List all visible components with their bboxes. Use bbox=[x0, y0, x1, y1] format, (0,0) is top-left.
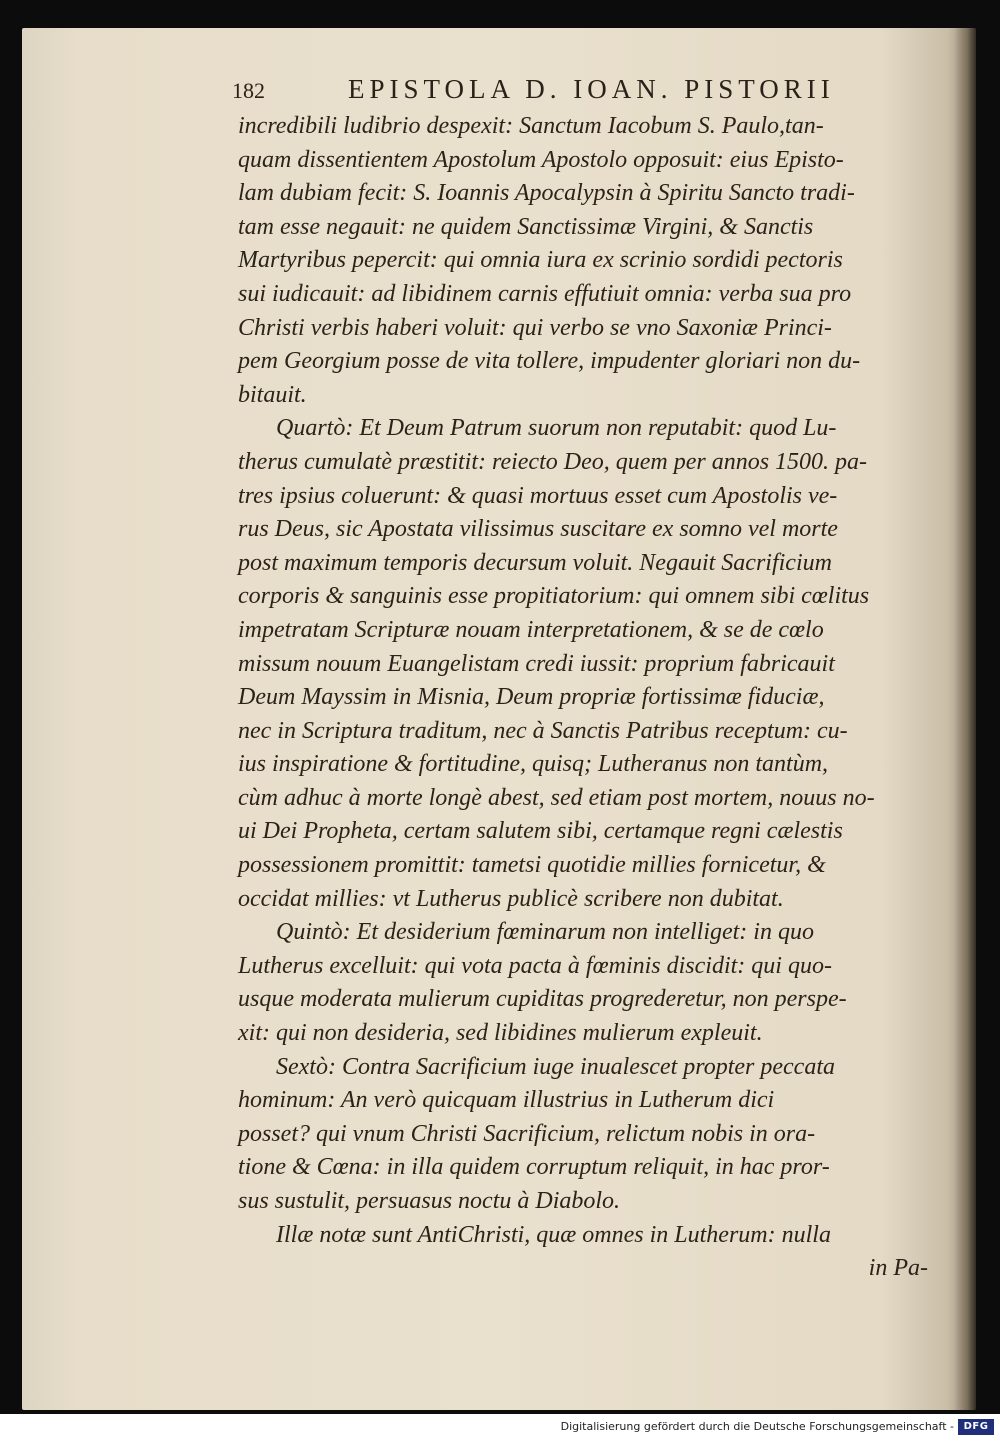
text-line: Deum Mayssim in Misnia, Deum propriæ fortissimæ fiduciæ, bbox=[238, 684, 825, 711]
text-line: tres ipsius coluerunt: & quasi mortuus esset cum Apostolis ve- bbox=[238, 482, 838, 509]
text-line: Quartò: Et Deum Patrum suorum non reputabit: quod Lu- bbox=[276, 415, 837, 442]
text-line: xit: qui non desideria, sed libidines mulierum expleuit. bbox=[238, 1020, 763, 1047]
text-line: possessionem promittit: tametsi quotidie millies fornicetur, & bbox=[238, 852, 826, 879]
text-line: missum nouum Euangelistam credi iussit: proprium fabricauit bbox=[238, 650, 835, 677]
funding-notice: Digitalisierung gefördert durch die Deutsche Forschungsgemeinschaft - bbox=[560, 1420, 954, 1433]
catchword: in Pa- bbox=[868, 1255, 928, 1282]
running-title: EPISTOLA D. IOAN. PISTORII bbox=[348, 74, 835, 104]
text-line: quam dissentientem Apostolum Apostolo opposuit: eius Episto- bbox=[238, 146, 844, 173]
page-edge-shadow bbox=[954, 28, 976, 1410]
footer-bar bbox=[0, 1414, 1000, 1442]
text-line: Quintò: Et desiderium fœminarum non intelliget: in quo bbox=[276, 919, 814, 946]
dfg-logo: DFG bbox=[958, 1419, 994, 1435]
text-line: tam esse negauit: ne quidem Sanctissimæ Virgini, & Sanctis bbox=[238, 213, 814, 240]
text-line: usque moderata mulierum cupiditas progrederetur, non perspe- bbox=[238, 986, 847, 1013]
text-line: Sextò: Contra Sacrificium iuge inualescet propter peccata bbox=[276, 1053, 835, 1080]
text-line: impetratam Scripturæ nouam interpretationem, & se de cœlo bbox=[238, 616, 824, 643]
text-line: therus cumulatè præstitit: reiecto Deo, quem per annos 1500. pa- bbox=[238, 448, 868, 475]
text-line: ui Dei Propheta, certam salutem sibi, certamque regni cælestis bbox=[238, 818, 843, 845]
text-line: sui iudicauit: ad libidinem carnis effutiuit omnia: verba sua pro bbox=[238, 280, 852, 307]
running-head bbox=[232, 74, 942, 114]
text-line: ius inspiratione & fortitudine, quisq; Lutheranus non tantùm, bbox=[238, 751, 829, 778]
text-line: Martyribus pepercit: qui omnia iura ex scrinio sordidi pectoris bbox=[238, 247, 843, 274]
text-line: pem Georgium posse de vita tollere, impudenter gloriari non du- bbox=[238, 348, 861, 375]
text-line: posset? qui vnum Christi Sacrificium, relictum nobis in ora- bbox=[238, 1120, 816, 1147]
body-text bbox=[238, 110, 928, 1286]
text-line: cùm adhuc à morte longè abest, sed etiam post mortem, nouus no- bbox=[238, 784, 875, 811]
text-line: bitauit. bbox=[238, 381, 307, 408]
text-line: nec in Scriptura traditum, nec à Sanctis Patribus receptum: cu- bbox=[238, 717, 848, 744]
text-line: lam dubiam fecit: S. Ioannis Apocalypsin à Spiritu Sancto tradi- bbox=[238, 180, 855, 207]
text-line: sus sustulit, persuasus noctu à Diabolo. bbox=[238, 1188, 621, 1214]
text-line: tione & Cœna: in illa quidem corruptum reliquit, in hac pror- bbox=[238, 1154, 830, 1181]
page-number: 182 bbox=[232, 78, 265, 103]
text-line: incredibili ludibrio despexit: Sanctum Iacobum S. Paulo,tan- bbox=[238, 113, 824, 139]
text-line: rus Deus, sic Apostata vilissimus suscitare ex somno vel morte bbox=[238, 516, 838, 543]
text-line: post maximum temporis decursum voluit. Negauit Sacrificium bbox=[238, 549, 832, 576]
text-line: Lutherus excelluit: qui vota pacta à fœminis discidit: qui quo- bbox=[238, 952, 832, 979]
text-line: Illæ notæ sunt AntiChristi, quæ omnes in Lutherum: nulla bbox=[276, 1221, 831, 1248]
text-line: Christi verbis haberi voluit: qui verbo se vno Saxoniæ Princi- bbox=[238, 314, 832, 341]
text-line: corporis & sanguinis esse propitiatorium: qui omnem sibi cœlitus bbox=[238, 583, 870, 610]
text-line: hominum: An verò quicquam illustrius in Lutherum dici bbox=[238, 1087, 775, 1114]
text-line: occidat millies: vt Lutherus publicè scribere non dubitat. bbox=[238, 885, 784, 912]
